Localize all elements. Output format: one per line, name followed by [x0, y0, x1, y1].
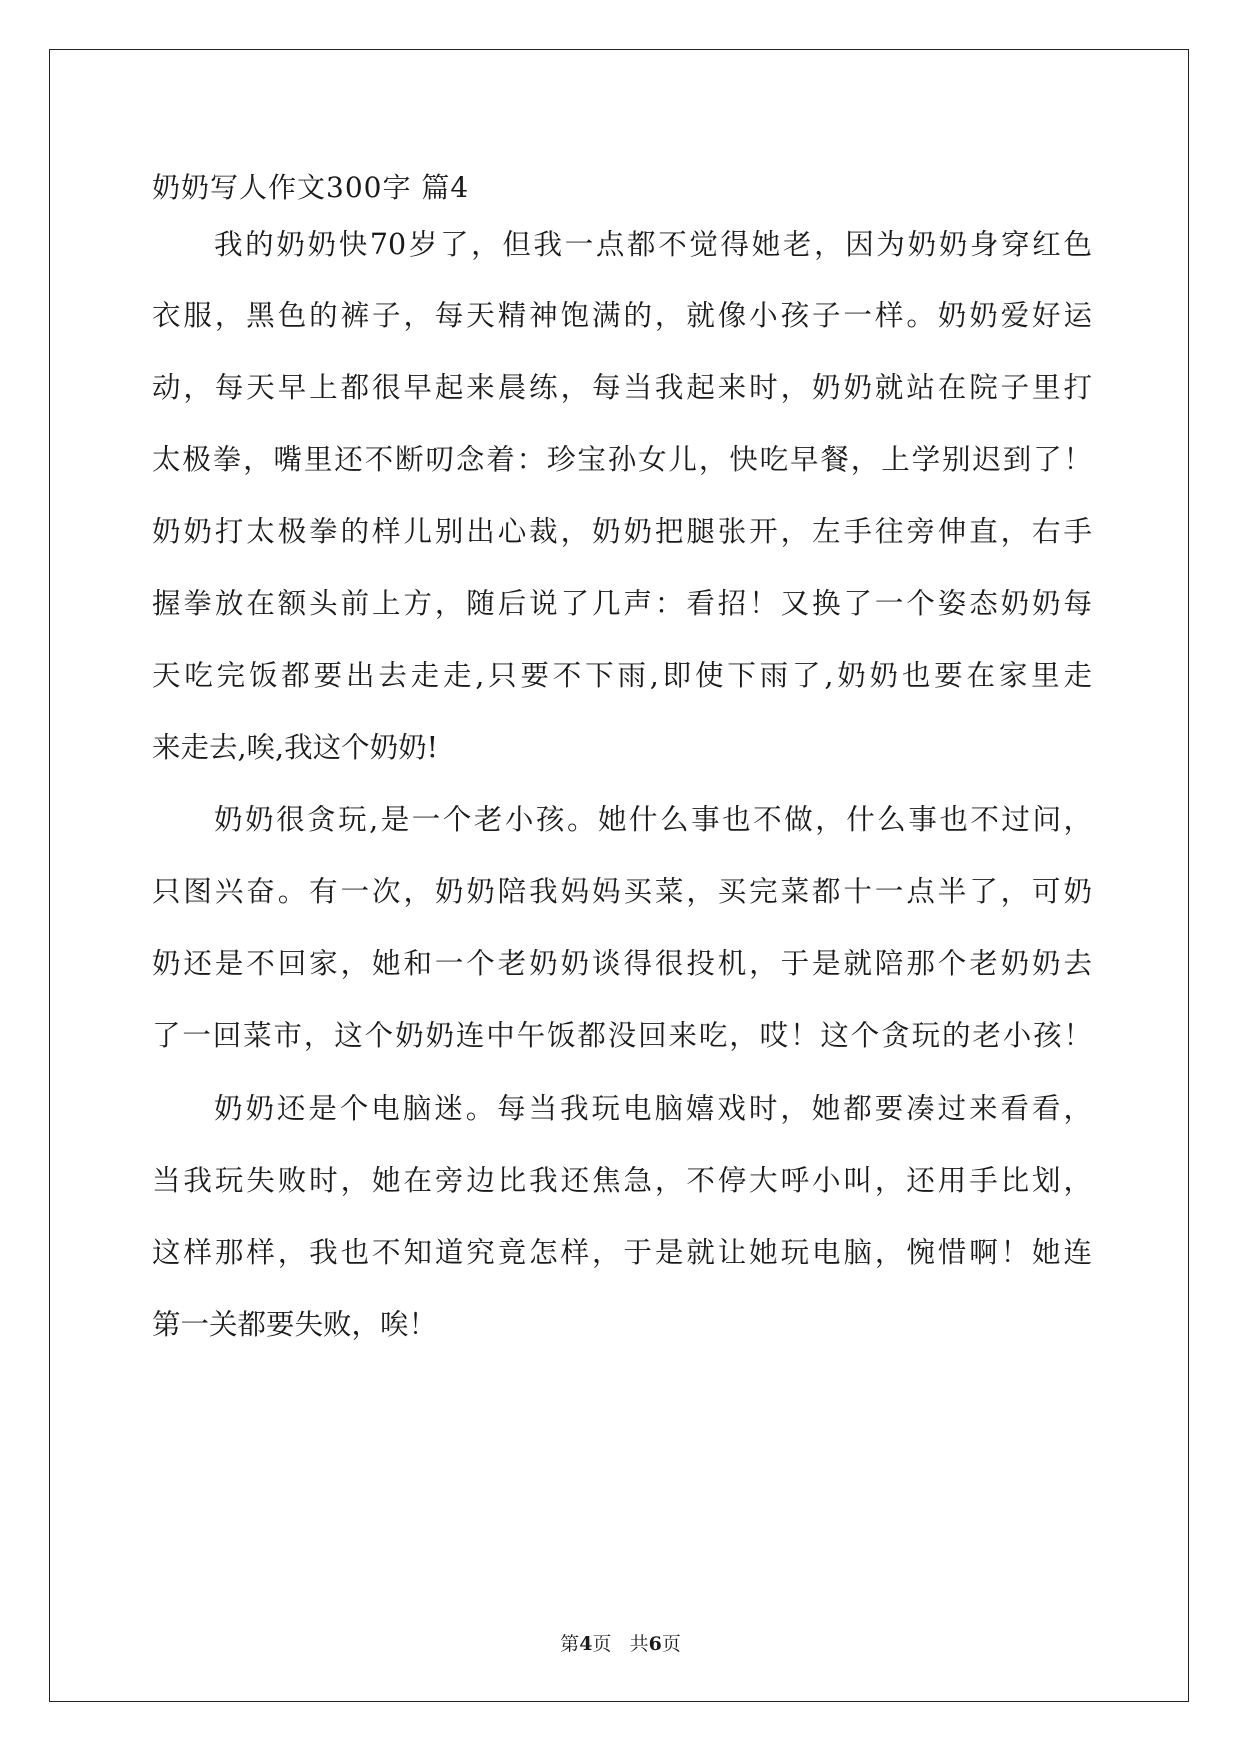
page-prefix: 第 [560, 1633, 580, 1655]
total-prefix: 共 [629, 1633, 649, 1655]
paragraph-1-line-2: 衣服，黑色的裤子，每天精神饱满的，就像小孩子一样。奶奶爱好运 [152, 299, 1092, 332]
paragraph-1-line-4: 太极拳，嘴里还不断叨念着：珍宝孙女儿，快吃早餐，上学别迟到了！ [152, 443, 1092, 476]
paragraph-2-line-1: 奶奶很贪玩,是一个老小孩。她什么事也不做，什么事也不过问， [214, 803, 1092, 836]
document-title: 奶奶写人作文300字 篇4 [152, 171, 470, 204]
paragraph-2-line-3: 奶还是不回家，她和一个老奶奶谈得很投机，于是就陪那个老奶奶去 [152, 947, 1092, 980]
paragraph-3-line-3: 这样那样，我也不知道究竟怎样，于是就让她玩电脑，惋惜啊！她连 [152, 1236, 1092, 1269]
paragraph-2-line-4: 了一回菜市，这个奶奶连中午饭都没回来吃，哎！这个贪玩的老小孩！ [152, 1019, 1092, 1052]
paragraph-3-line-2: 当我玩失败时，她在旁边比我还焦急，不停大呼小叫，还用手比划， [152, 1164, 1092, 1197]
total-unit: 页 [661, 1633, 681, 1655]
paragraph-1-line-1: 我的奶奶快70岁了，但我一点都不觉得她老，因为奶奶身穿红色 [214, 228, 1092, 261]
paragraph-1-line-8: 来走去,唉,我这个奶奶! [152, 731, 439, 764]
current-page-number: 4 [579, 1633, 593, 1655]
paragraph-1-line-5: 奶奶打太极拳的样儿别出心裁，奶奶把腿张开，左手往旁伸直，右手 [152, 515, 1092, 548]
paragraph-1-line-6: 握拳放在额头前上方，随后说了几声：看招！又换了一个姿态奶奶每 [152, 587, 1092, 620]
paragraph-1-line-7: 天吃完饭都要出去走走,只要不下雨,即使下雨了,奶奶也要在家里走 [152, 659, 1092, 692]
paragraph-2-line-2: 只图兴奋。有一次，奶奶陪我妈妈买菜，买完菜都十一点半了，可奶 [152, 875, 1092, 908]
page-unit: 页 [592, 1633, 612, 1655]
total-pages-number: 6 [648, 1633, 662, 1655]
paragraph-3-line-1: 奶奶还是个电脑迷。每当我玩电脑嬉戏时，她都要凑过来看看， [214, 1092, 1092, 1125]
paragraph-1-line-3: 动，每天早上都很早起来晨练，每当我起来时，奶奶就站在院子里打 [152, 371, 1092, 404]
paragraph-3-line-4: 第一关都要失败，唉！ [152, 1308, 438, 1341]
page-indicator [0, 1632, 1241, 1656]
